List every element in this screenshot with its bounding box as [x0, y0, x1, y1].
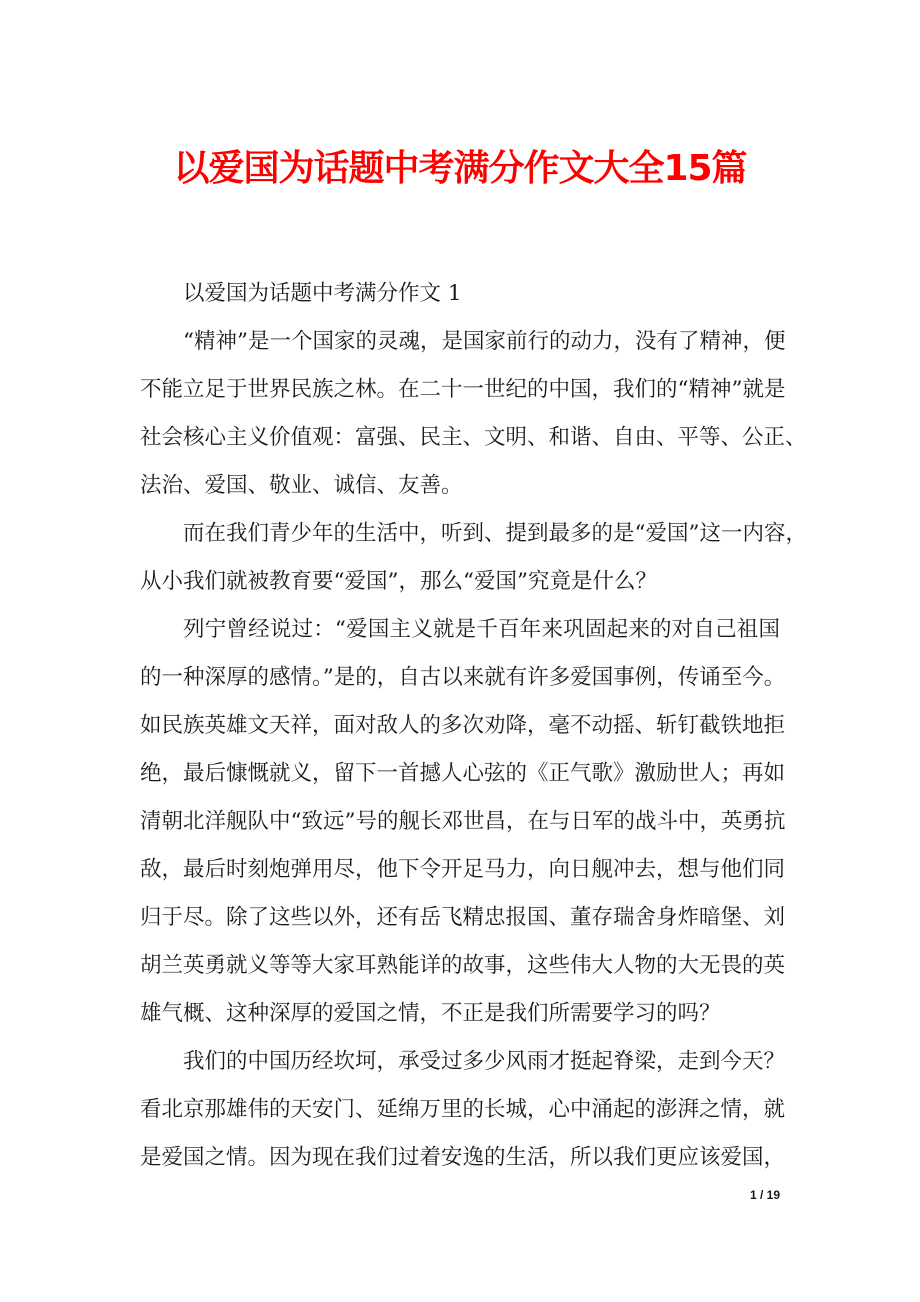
text-line: 是爱国之情。因为现在我们过着安逸的生活，所以我们更应该爱国，: [140, 1145, 786, 1170]
text-line: 我们的中国历经坎坷，承受过多少风雨才挺起脊梁，走到今天？: [183, 1049, 786, 1074]
page-number: 1 / 19: [749, 1188, 780, 1202]
document-title: 以爱国为话题中考满分作文大全15篇: [173, 148, 747, 189]
text-line: 列宁曾经说过：“爱国主义就是千百年来巩固起来的对自己祖国: [183, 617, 780, 642]
text-line: 法治、爱国、敬业、诚信、友善。: [140, 473, 463, 498]
text-line: 社会核心主义价值观：富强、民主、文明、和谐、自由、平等、公正、: [140, 425, 807, 450]
text-line: “精神”是一个国家的灵魂，是国家前行的动力，没有了精神，便: [183, 329, 786, 354]
text-line: 绝，最后慷慨就义，留下一首撼人心弦的《正气歌》激励世人；再如: [140, 761, 786, 786]
text-line: 雄气概、这种深厚的爱国之情，不正是我们所需要学习的吗？: [140, 1001, 721, 1026]
document-body: [140, 270, 807, 1182]
text-line: 看北京那雄伟的天安门、延绵万里的长城，心中涌起的澎湃之情，就: [140, 1097, 786, 1122]
text-line: 如民族英雄文天祥，面对敌人的多次劝降，毫不动摇、斩钉截铁地拒: [140, 713, 786, 738]
text-line: 清朝北洋舰队中“致远”号的舰长邓世昌，在与日军的战斗中，英勇抗: [140, 809, 786, 834]
text-line: 归于尽。除了这些以外，还有岳飞精忠报国、董存瑞舍身炸暗堡、刘: [140, 905, 786, 930]
text-line: 从小我们就被教育要“爱国”，那么“爱国”究竟是什么？: [140, 569, 657, 594]
text-line: 胡兰英勇就义等等大家耳熟能详的故事，这些伟大人物的大无畏的英: [140, 953, 786, 978]
text-line: 的一种深厚的感情。”是的，自古以来就有许多爱国事例，传诵至今。: [140, 665, 786, 690]
text-line: 敌，最后时刻炮弹用尽，他下令开足马力，向日舰冲去，想与他们同: [140, 857, 786, 882]
section-heading: 以爱国为话题中考满分作文 1: [183, 281, 462, 306]
text-line: 不能立足于世界民族之林。在二十一世纪的中国，我们的“精神”就是: [140, 377, 786, 402]
text-line: 而在我们青少年的生活中，听到、提到最多的是“爱国”这一内容，: [183, 521, 807, 546]
